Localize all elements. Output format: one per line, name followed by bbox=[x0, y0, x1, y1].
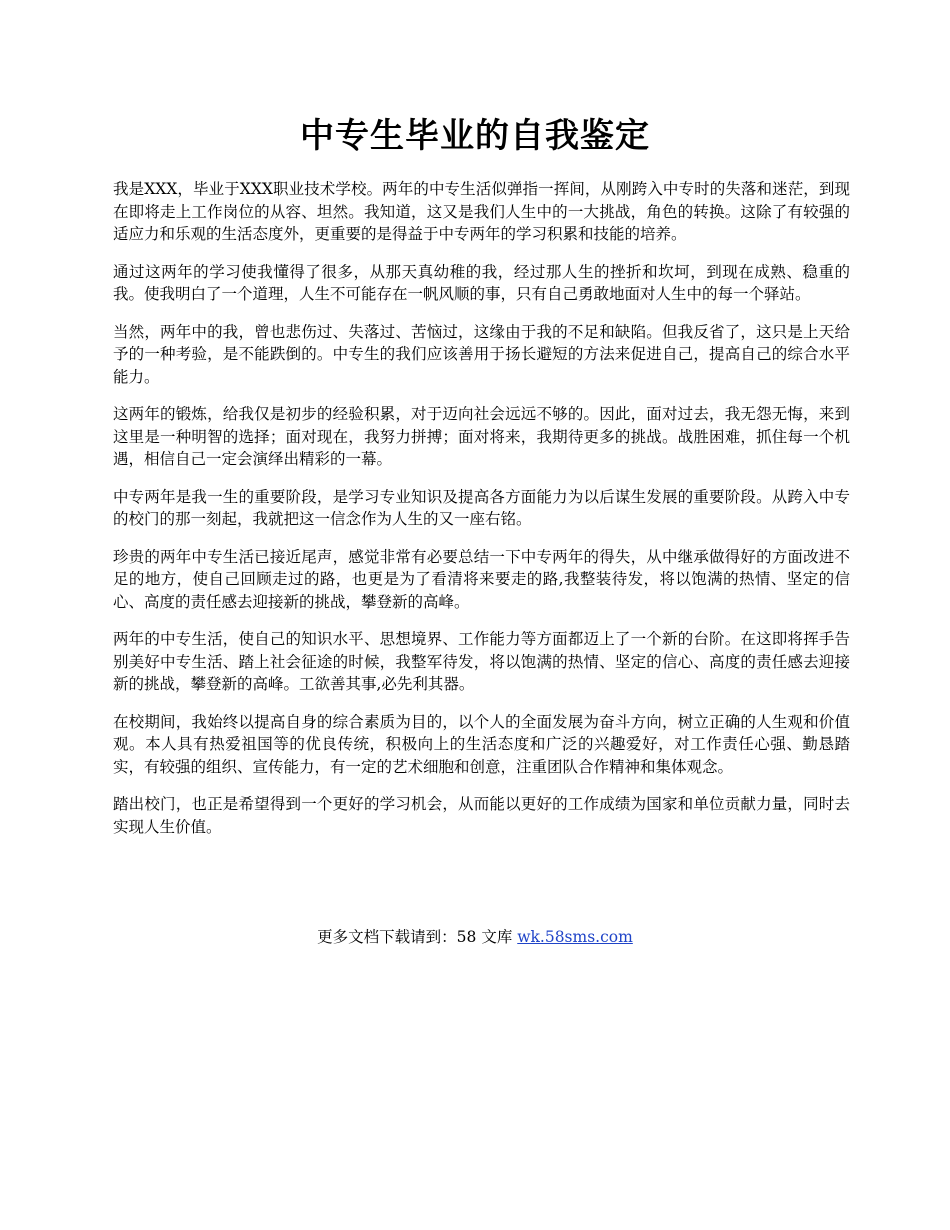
paragraph-4: 这两年的锻炼，给我仅是初步的经验积累，对于迈向社会远远不够的。因此，面对过去，我无怨无悔，来到这里是一种明智的选择；面对现在，我努力拼搏；面对将来，我期待更多的挑战。战胜困难，抓住每一个机遇，相信自己一定会演绎出精彩的一幕。 bbox=[113, 405, 850, 468]
paragraph-1: 我是XXX，毕业于XXX职业技术学校。两年的中专生活似弹指一挥间，从刚跨入中专时的失落和迷茫，到现在即将走上工作岗位的从容、坦然。我知道，这又是我们人生中的一大挑战，角色的转换。这除了有较强的适应力和乐观的生活态度外，更重要的是得益于中专两年的学习积累和技能的培养。 bbox=[113, 180, 850, 243]
paragraph-2: 通过这两年的学习使我懂得了很多，从那天真幼稚的我，经过那人生的挫折和坎坷，到现在成熟、稳重的我。使我明白了一个道理，人生不可能存在一帆风顺的事，只有自己勇敢地面对人生中的每一个驿站。 bbox=[113, 262, 850, 303]
paragraph-9: 踏出校门，也正是希望得到一个更好的学习机会，从而能以更好的工作成绩为国家和单位贡献力量，同时去实现人生价值。 bbox=[113, 795, 850, 836]
footer-prefix-text: 更多文档下载请到：58 文库 bbox=[317, 928, 518, 946]
download-site-link[interactable]: wk.58sms.com bbox=[517, 928, 633, 946]
paragraph-7: 两年的中专生活，使自己的知识水平、思想境界、工作能力等方面都迈上了一个新的台阶。在这即将挥手告别美好中专生活、踏上社会征途的时候，我整军待发，将以饱满的热情、坚定的信心、高度的责任感去迎接新的挑战，攀登新的高峰。工欲善其事,必先利其器。 bbox=[113, 630, 850, 693]
paragraph-8: 在校期间，我始终以提高自身的综合素质为目的，以个人的全面发展为奋斗方向，树立正确的人生观和价值观。本人具有热爱祖国等的优良传统，积极向上的生活态度和广泛的兴趣爱好，对工作责任心强、勤恳踏实，有较强的组织、宣传能力，有一定的艺术细胞和创意，注重团队合作精神和集体观念。 bbox=[113, 712, 850, 776]
download-footer bbox=[0, 926, 950, 948]
paragraph-5: 中专两年是我一生的重要阶段，是学习专业知识及提高各方面能力为以后谋生发展的重要阶段。从跨入中专的校门的那一刻起，我就把这一信念作为人生的又一座右铭。 bbox=[113, 487, 850, 528]
document-body bbox=[113, 178, 850, 853]
paragraph-6: 珍贵的两年中专生活已接近尾声，感觉非常有必要总结一下中专两年的得失，从中继承做得好的方面改进不足的地方，使自己回顾走过的路，也更是为了看清将来要走的路,我整装待发，将以饱满的热情、坚定的信心、高度的责任感去迎接新的挑战，攀登新的高峰。 bbox=[113, 547, 850, 611]
document-title: 中专生毕业的自我鉴定 bbox=[300, 116, 650, 156]
paragraph-3: 当然，两年中的我，曾也悲伤过、失落过、苦恼过，这缘由于我的不足和缺陷。但我反省了，这只是上天给予的一种考验，是不能跌倒的。中专生的我们应该善用于扬长避短的方法来促进自己，提高自己的综合水平能力。 bbox=[113, 322, 850, 386]
